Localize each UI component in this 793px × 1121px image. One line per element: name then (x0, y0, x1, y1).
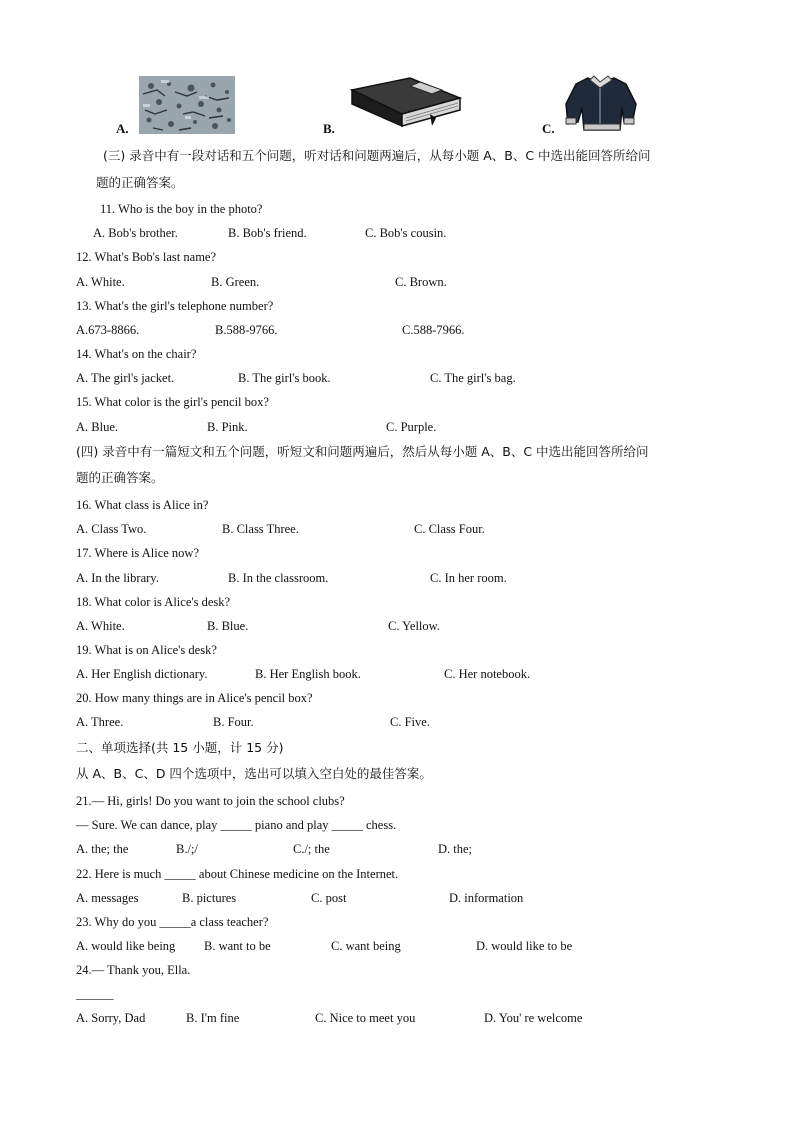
option-12-b: B. Green. (211, 275, 260, 289)
option-19-a: A. Her English dictionary. (76, 667, 208, 681)
option-15-c: C. Purple. (386, 420, 437, 434)
option-14-b: B. The girl's book. (238, 371, 331, 385)
question-18: 18. What color is Alice's desk? (76, 595, 231, 609)
question-16: 16. What class is Alice in? (76, 498, 209, 512)
option-13-c: C.588-7966. (402, 323, 465, 337)
picture-c-label: C. (542, 121, 555, 136)
option-17-c: C. In her room. (430, 571, 507, 585)
option-21-c: C./; the (293, 842, 330, 856)
option-22-a: A. messages (76, 891, 139, 905)
jacket-icon (562, 74, 640, 132)
option-16-b: B. Class Three. (222, 522, 299, 536)
option-11-c: C. Bob's cousin. (365, 226, 447, 240)
option-18-c: C. Yellow. (388, 619, 440, 633)
option-13-b: B.588-9766. (215, 323, 278, 337)
option-18-a: A. White. (76, 619, 125, 633)
question-24: 24.— Thank you, Ella. (76, 963, 191, 977)
answer-blank-24: ______ (76, 987, 114, 1001)
option-11-b: B. Bob's friend. (228, 226, 307, 240)
option-24-b: B. I'm fine (186, 1011, 240, 1025)
option-23-d: D. would like to be (476, 939, 573, 953)
option-22-c: C. post (311, 891, 347, 905)
question-15: 15. What color is the girl's pencil box? (76, 395, 269, 409)
picture-c (562, 74, 640, 132)
question-13: 13. What's the girl's telephone number? (76, 299, 274, 313)
question-21: 21.— Hi, girls! Do you want to join the school clubs? (76, 794, 345, 808)
picture-b-label: B. (323, 121, 335, 136)
option-24-d: D. You' re welcome (484, 1011, 583, 1025)
option-17-b: B. In the classroom. (228, 571, 329, 585)
question-17: 17. Where is Alice now? (76, 546, 199, 560)
question-19: 19. What is on Alice's desk? (76, 643, 217, 657)
part2-instruction: 从 A、B、C、D 四个选项中，选出可以填入空白处的最佳答案。 (76, 766, 432, 781)
picture-a-label: A. (116, 121, 129, 136)
option-21-d: D. the; (438, 842, 473, 856)
option-16-a: A. Class Two. (76, 522, 147, 536)
book-icon (346, 74, 464, 132)
option-24-a: A. Sorry, Dad (76, 1011, 146, 1025)
option-23-c: C. want being (331, 939, 401, 953)
option-19-b: B. Her English book. (255, 667, 361, 681)
option-19-c: C. Her notebook. (444, 667, 531, 681)
question-20: 20. How many things are in Alice's pencil box? (76, 691, 313, 705)
option-13-a: A.673-8866. (76, 323, 140, 337)
question-12: 12. What's Bob's last name? (76, 250, 217, 264)
section3-intro-line1: (三) 录音中有一段对话和五个问题，听对话和问题两遍后，从每小题 A、B、C 中选出能回答所给问 (103, 148, 651, 163)
section4-intro-line1: (四) 录音中有一篇短文和五个问题，听短文和问题两遍后，然后从每小题 A、B、C 中选出能回答所给问 (76, 444, 649, 459)
option-12-a: A. White. (76, 275, 125, 289)
option-23-a: A. would like being (76, 939, 176, 953)
section3-intro-line2: 题的正确答案。 (96, 175, 184, 190)
option-22-d: D. information (449, 891, 524, 905)
question-14: 14. What's on the chair? (76, 347, 197, 361)
option-14-a: A. The girl's jacket. (76, 371, 175, 385)
photo-map-icon (139, 76, 235, 134)
option-20-b: B. Four. (213, 715, 254, 729)
option-17-a: A. In the library. (76, 571, 159, 585)
option-20-a: A. Three. (76, 715, 124, 729)
option-15-a: A. Blue. (76, 420, 119, 434)
option-21-a: A. the; the (76, 842, 129, 856)
option-11-a: A. Bob's brother. (93, 226, 178, 240)
option-24-c: C. Nice to meet you (315, 1011, 416, 1025)
option-20-c: C. Five. (390, 715, 430, 729)
option-22-b: B. pictures (182, 891, 237, 905)
picture-b (346, 74, 464, 132)
option-16-c: C. Class Four. (414, 522, 485, 536)
option-21-b: B./;/ (176, 842, 198, 856)
option-15-b: B. Pink. (207, 420, 248, 434)
option-23-b: B. want to be (204, 939, 271, 953)
option-18-b: B. Blue. (207, 619, 249, 633)
question-11: 11. Who is the boy in the photo? (100, 202, 263, 216)
question-22: 22. Here is much _____ about Chinese medicine on the Internet. (76, 867, 399, 881)
option-12-c: C. Brown. (395, 275, 447, 289)
part2-title: 二、单项选择(共 15 小题，计 15 分) (76, 740, 284, 755)
option-14-c: C. The girl's bag. (430, 371, 516, 385)
picture-a (139, 76, 235, 134)
question-23: 23. Why do you _____a class teacher? (76, 915, 269, 929)
question-21-reply: — Sure. We can dance, play _____ piano and play _____ chess. (76, 818, 397, 832)
section4-intro-line2: 题的正确答案。 (76, 470, 164, 485)
